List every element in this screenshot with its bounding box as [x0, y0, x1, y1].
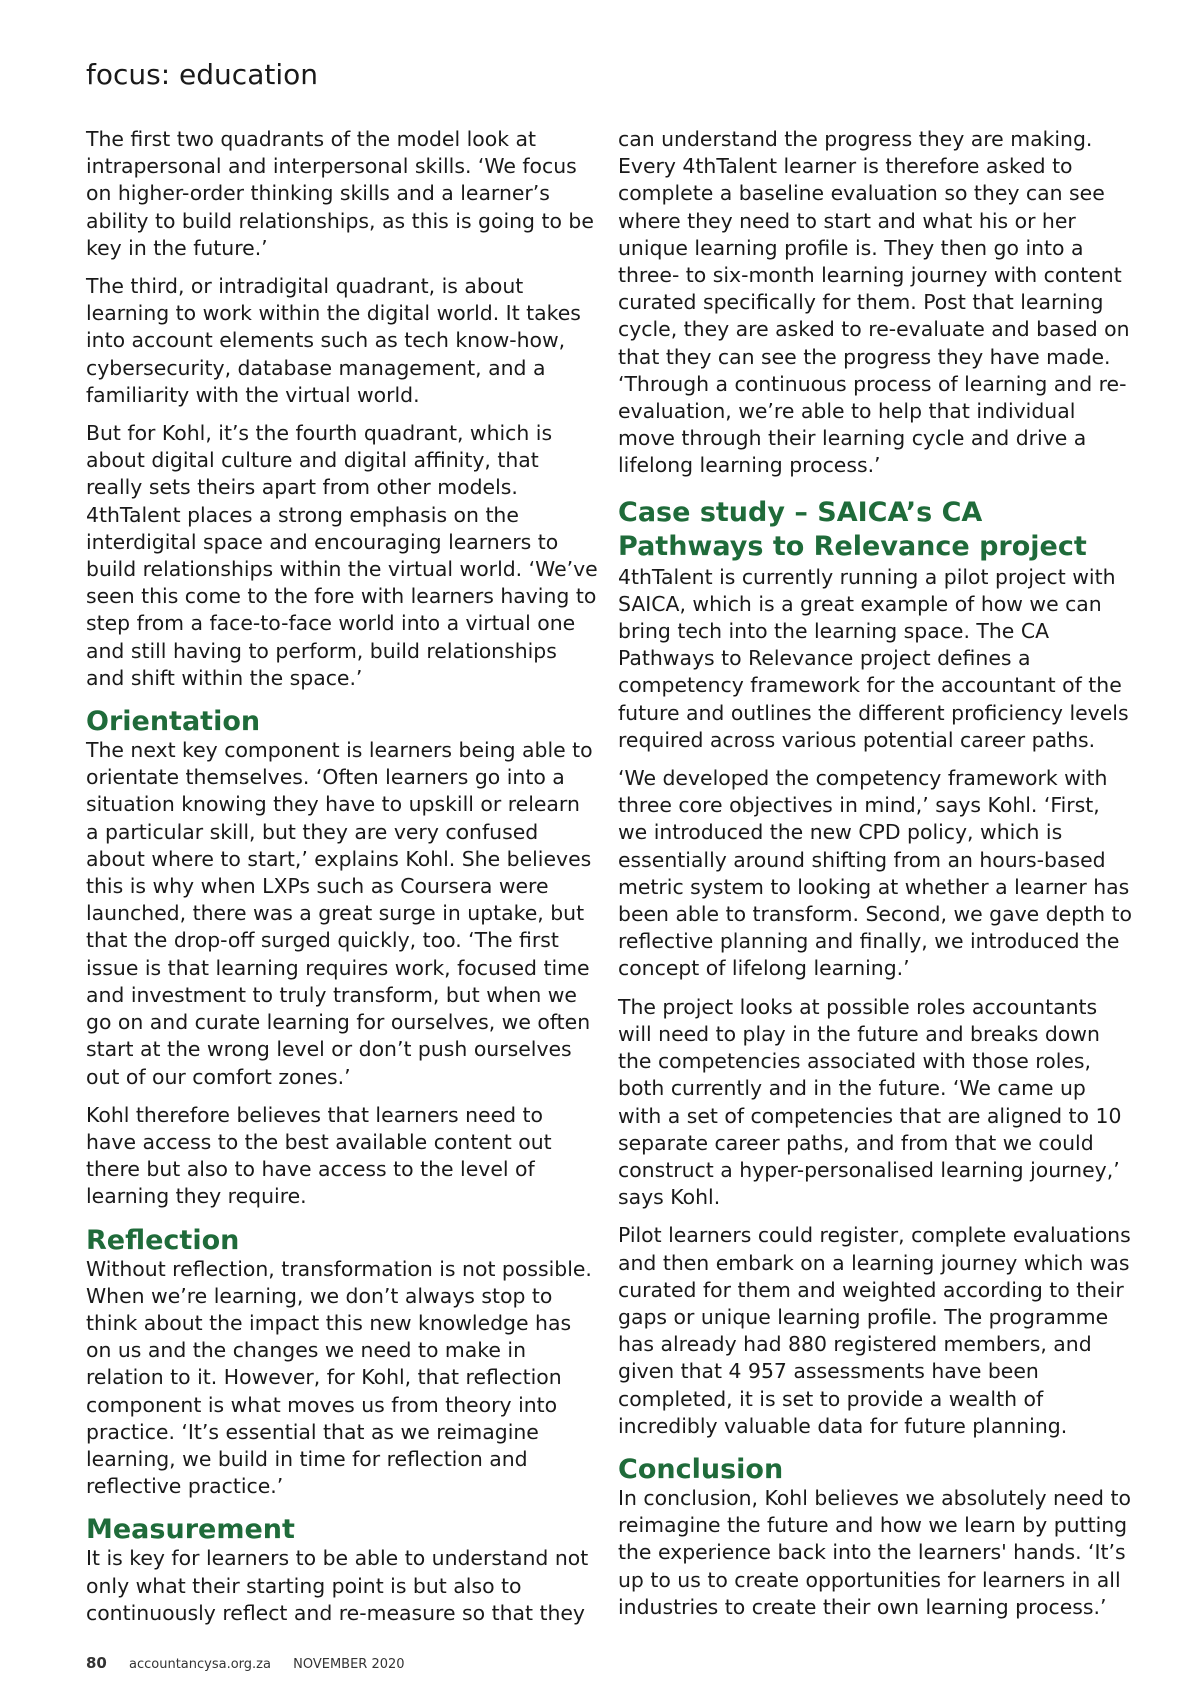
paragraph: Without reflection, transformation is not possible. When we’re learning, we don’t always stop to think about the impact this new knowledge has on us and the changes we need to make in relation to it. However, for Kohl, that reflection component is what moves us from theory into practice. ‘It’s essential that as we reimagine learning, we build in time for reflection and reflective practice.’ — [86, 1256, 592, 1499]
heading-reflection: Reflection — [86, 1224, 240, 1256]
section-title: focus: education — [86, 58, 318, 91]
paragraph: 4thTalent is currently running a pilot project with SAICA, which is a great example of how we can bring tech into the learning space. The CA Pathways to Relevance project defines a competency framework for the accountant of the future and outlines the different proficiency levels required across various potential career paths. — [618, 564, 1129, 752]
left-column — [86, 126, 598, 1638]
right-column — [618, 126, 1132, 1632]
paragraph: The third, or intradigital quadrant, is about learning to work within the digital world. It takes into account elements such as tech know-how, cybersecurity, database management, and a familiarity with the virtual world. — [86, 274, 581, 407]
paragraph: Pilot learners could register, complete evaluations and then embark on a learning journey which was curated for them and weighted according to their gaps or unique learning profile. The programme has already had 880 registered members, and given that 4 957 assessments have been completed, it is set to provide a wealth of incredibly valuable data for future planning. — [618, 1223, 1131, 1438]
paragraph: The first two quadrants of the model look at intrapersonal and interpersonal skills. ‘We focus on higher-order thinking skills and a learner’s ability to build relationships, as this is going to be key in the future.’ — [86, 127, 594, 260]
footer-site: accountancysa.org.za — [129, 1657, 271, 1672]
paragraph: The project looks at possible roles accountants will need to play in the future and breaks down the competencies associated with those roles, both currently and in the future. ‘We came up with a set of competencies that are aligned to 10 separate career paths, and from that we could construct a hyper-personalised learning journey,’ says Kohl. — [618, 994, 1122, 1210]
heading-conclusion: Conclusion — [618, 1453, 784, 1485]
heading-case-study: Case study – SAICA’s CA Pathways to Relevance project — [618, 496, 1087, 562]
paragraph: can understand the progress they are making. Every 4thTalent learner is therefore asked to complete a baseline evaluation so they can see where they need to start and what his or her unique learning profile is. They then go into a three- to six-month learning journey with content curated specifically for them. Post that learning cycle, they are asked to re-evaluate and based on that they can see the progress they have made. ‘Through a continuous process of learning and re-evaluation, we’re able to help that individual move through their learning cycle and drive a lifelong learning process.’ — [618, 127, 1130, 478]
heading-measurement: Measurement — [86, 1514, 295, 1546]
footer-issue-date: NOVEMBER 2020 — [293, 1657, 405, 1672]
paragraph: The next key component is learners being able to orientate themselves. ‘Often learners go into a situation knowing they have to upskill or relearn a particular skill, but they are very confused about where to start,’ explains Kohl. She believes this is why when LXPs such as Coursera were launched, there was a great surge in uptake, but that the drop-off surged quickly, too. ‘The first issue is that learning requires work, focused time and investment to truly transform, but when we go on and curate learning for ourselves, we often start at the wrong level or don’t push ourselves out of our comfort zones.’ — [86, 738, 593, 1089]
paragraph: But for Kohl, it’s the fourth quadrant, which is about digital culture and digital affinity, that really sets theirs apart from other models. 4thTalent places a strong emphasis on the interdigital space and encouraging learners to build relationships within the virtual world. ‘We’ve seen this come to the fore with learners having to step from a face-to-face world into a virtual one and still having to perform, build relationships and shift within the space.’ — [86, 421, 598, 690]
heading-orientation: Orientation — [86, 706, 261, 738]
paragraph: Kohl therefore believes that learners need to have access to the best available content out there but also to have access to the level of learning they require. — [86, 1102, 552, 1209]
page-number: 80 — [86, 1654, 107, 1672]
paragraph: ‘We developed the competency framework with three core objectives in mind,’ says Kohl. ‘First, we introduced the new CPD policy, which is essentially around shifting from an hours-based metric system to looking at whether a learner has been able to transform. Second, we gave depth to reflective planning and finally, we introduced the concept of lifelong learning.’ — [618, 766, 1132, 981]
paragraph: It is key for learners to be able to understand not only what their starting point is but also to continuously reflect and re-measure so that they — [86, 1546, 589, 1625]
page-footer — [86, 1654, 405, 1672]
paragraph: In conclusion, Kohl believes we absolutely need to reimagine the future and how we learn by putting the experience back into the learners' hands. ‘It’s up to us to create opportunities for learners in all industries to create their own learning process.’ — [618, 1485, 1131, 1619]
